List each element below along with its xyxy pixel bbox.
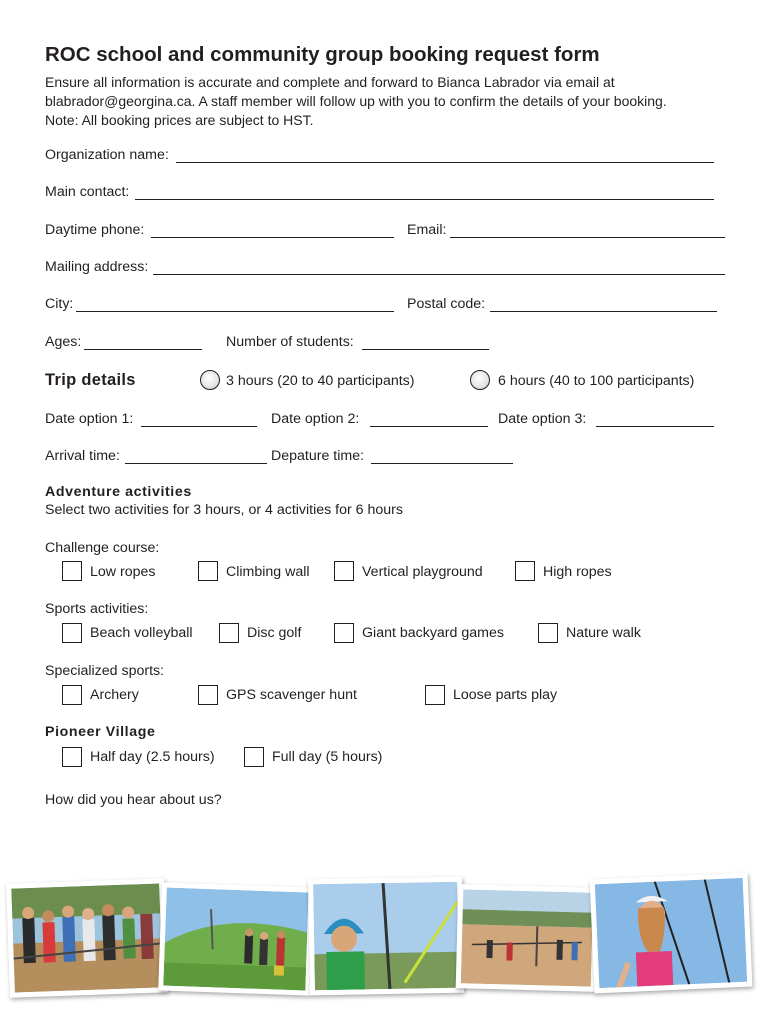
ages-label: Ages: (45, 334, 82, 350)
photo-low-ropes (6, 878, 168, 997)
climbing-wall-label: Climbing wall (226, 564, 310, 580)
radio-6-hours[interactable] (470, 370, 490, 390)
checkbox-gps-scavenger-hunt[interactable] (198, 685, 218, 705)
half-day-label: Half day (2.5 hours) (90, 749, 215, 765)
checkbox-vertical-playground[interactable] (334, 561, 354, 581)
organization-label: Organization name: (45, 147, 169, 163)
low-ropes-label: Low ropes (90, 564, 156, 580)
arrival-time-label: Arrival time: (45, 448, 120, 464)
mailing-address-field[interactable] (153, 274, 725, 275)
loose-parts-play-label: Loose parts play (453, 687, 558, 703)
photo-beach-volleyball (456, 884, 599, 992)
city-label: City: (45, 296, 74, 312)
checkbox-nature-walk[interactable] (538, 623, 558, 643)
checkbox-low-ropes[interactable] (62, 561, 82, 581)
intro-text (45, 73, 735, 130)
vertical-playground-label: Vertical playground (362, 564, 483, 580)
how-heard-label: How did you hear about us? (45, 792, 222, 808)
beach-volleyball-label: Beach volleyball (90, 625, 193, 641)
radio-6-hours-label: 6 hours (40 to 100 participants) (498, 373, 695, 389)
daytime-phone-field[interactable] (151, 237, 394, 238)
disc-golf-label: Disc golf (247, 625, 302, 641)
checkbox-climbing-wall[interactable] (198, 561, 218, 581)
checkbox-loose-parts-play[interactable] (425, 685, 445, 705)
main-contact-field[interactable] (135, 199, 714, 200)
checkbox-full-day[interactable] (244, 747, 264, 767)
date-option-1-field[interactable] (141, 426, 257, 427)
city-field[interactable] (76, 311, 394, 312)
arrival-time-field[interactable] (125, 463, 267, 464)
adventure-heading: Adventure activities (45, 484, 192, 500)
checkbox-half-day[interactable] (62, 747, 82, 767)
how-heard-field[interactable] (45, 815, 725, 870)
ages-field[interactable] (84, 349, 202, 350)
intro-line-1: Ensure all information is accurate and complete and forward to Bianca Labrador via email at (45, 74, 615, 90)
checkbox-high-ropes[interactable] (515, 561, 535, 581)
form-title: ROC school and community group booking request form (45, 43, 600, 66)
checkbox-disc-golf[interactable] (219, 623, 239, 643)
checkbox-beach-volleyball[interactable] (62, 623, 82, 643)
challenge-course-label: Challenge course: (45, 540, 160, 556)
num-students-label: Number of students: (226, 334, 354, 350)
mailing-address-label: Mailing address: (45, 259, 149, 275)
date-option-1-label: Date option 1: (45, 411, 134, 427)
photo-climbing (308, 877, 464, 996)
daytime-phone-label: Daytime phone: (45, 222, 145, 238)
radio-3-hours-label: 3 hours (20 to 40 participants) (226, 373, 415, 389)
trip-details-heading: Trip details (45, 371, 136, 389)
organization-field[interactable] (176, 162, 714, 163)
date-option-2-field[interactable] (370, 426, 488, 427)
archery-label: Archery (90, 687, 139, 703)
departure-time-label: Depature time: (271, 448, 365, 464)
checkbox-giant-backyard-games[interactable] (334, 623, 354, 643)
sports-activities-label: Sports activities: (45, 601, 149, 617)
photo-archery (158, 882, 314, 995)
main-contact-label: Main contact: (45, 184, 130, 200)
email-label: Email: (407, 222, 447, 238)
postal-code-field[interactable] (490, 311, 717, 312)
checkbox-archery[interactable] (62, 685, 82, 705)
date-option-2-label: Date option 2: (271, 411, 360, 427)
giant-backyard-games-label: Giant backyard games (362, 625, 504, 641)
pioneer-village-heading: Pioneer Village (45, 724, 156, 740)
photo-high-ropes (590, 873, 753, 994)
full-day-label: Full day (5 hours) (272, 749, 383, 765)
intro-line-3: Note: All booking prices are subject to HST. (45, 112, 314, 128)
specialized-sports-label: Specialized sports: (45, 663, 165, 679)
intro-line-2: blabrador@georgina.ca. A staff member will follow up with you to confirm the details of your booking. (45, 93, 667, 109)
date-option-3-field[interactable] (596, 426, 714, 427)
date-option-3-label: Date option 3: (498, 411, 587, 427)
departure-time-field[interactable] (371, 463, 513, 464)
adventure-subtitle: Select two activities for 3 hours, or 4 activities for 6 hours (45, 502, 403, 518)
email-field[interactable] (450, 237, 725, 238)
radio-3-hours[interactable] (200, 370, 220, 390)
high-ropes-label: High ropes (543, 564, 612, 580)
num-students-field[interactable] (362, 349, 489, 350)
nature-walk-label: Nature walk (566, 625, 641, 641)
postal-code-label: Postal code: (407, 296, 486, 312)
gps-scavenger-hunt-label: GPS scavenger hunt (226, 687, 357, 703)
